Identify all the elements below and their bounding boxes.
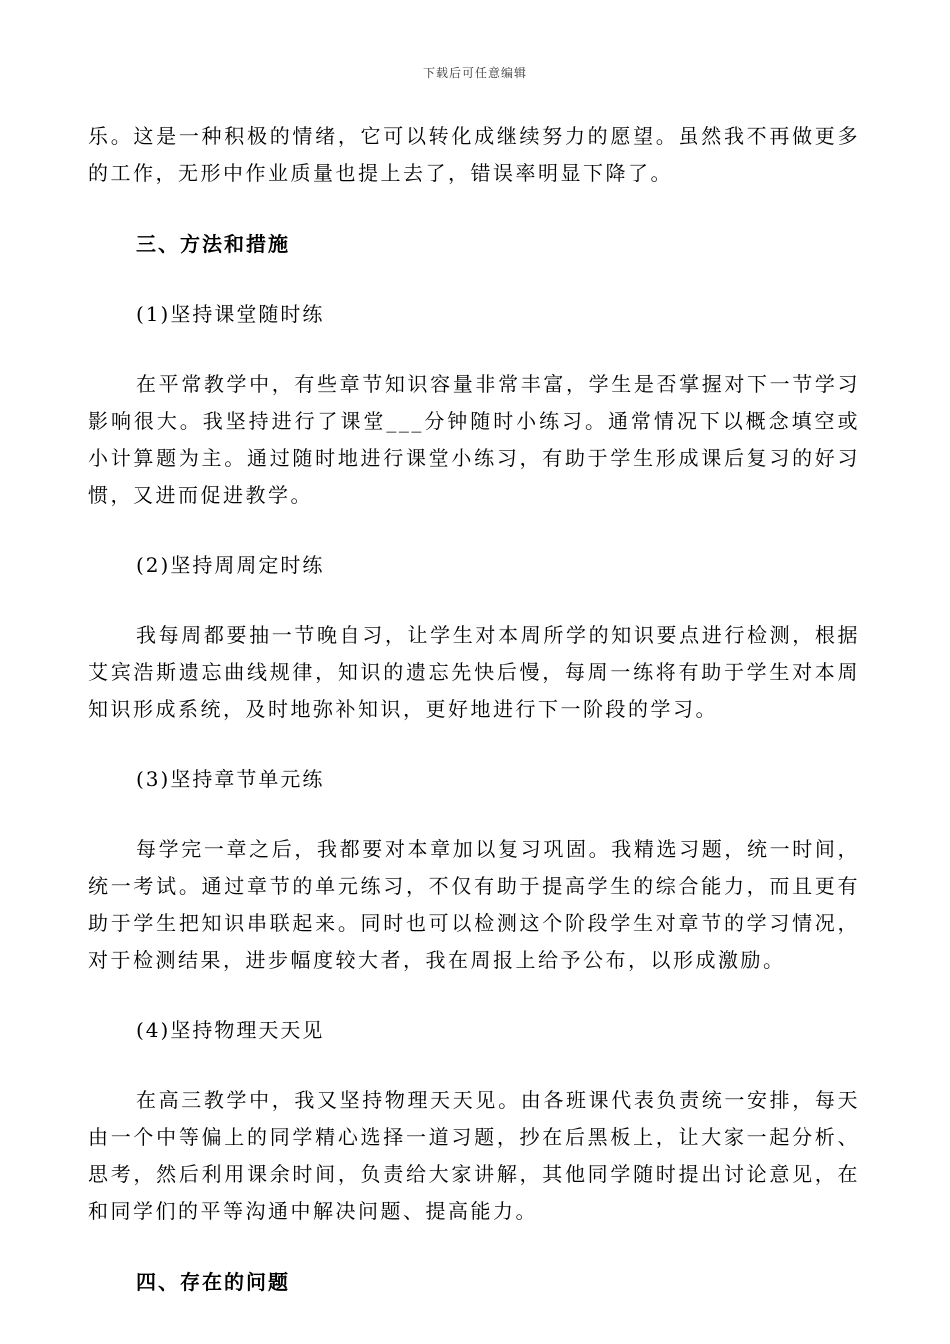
document-body — [88, 118, 860, 1301]
page-header: 下载后可任意编辑 — [422, 66, 527, 80]
section-heading-problems: 四、存在的问题 — [136, 1270, 290, 1294]
paragraph-intro: 乐。这是一种积极的情绪，它可以转化成继续努力的愿望。虽然我不再做更多的工作，无形中作业质量也提上去了，错误率明显下降了。 — [88, 124, 860, 185]
subheading-2: (2)坚持周周定时练 — [136, 553, 325, 577]
section-heading-methods: 三、方法和措施 — [136, 232, 290, 256]
subheading-3: (3)坚持章节单元练 — [136, 767, 325, 791]
subheading-1: (1)坚持课堂随时练 — [136, 302, 325, 326]
paragraph-2: 我每周都要抽一节晚自习，让学生对本周所学的知识要点进行检测，根据艾宾浩斯遗忘曲线规律，知识的遗忘先快后慢，每周一练将有助于学生对本周知识形成系统，及时地弥补知识，更好地进行下一阶段的学习。 — [88, 623, 860, 721]
paragraph-3: 每学完一章之后，我都要对本章加以复习巩固。我精选习题，统一时间，统一考试。通过章节的单元练习，不仅有助于提高学生的综合能力，而且更有助于学生把知识串联起来。同时也可以检测这个阶段学生对章节的学习情况，对于检测结果，进步幅度较大者，我在周报上给予公布，以形成激励。 — [88, 837, 860, 972]
subheading-4: (4)坚持物理天天见 — [136, 1018, 325, 1042]
paragraph-1: 在平常教学中，有些章节知识容量非常丰富，学生是否掌握对下一节学习影响很大。我坚持进行了课堂___分钟随时小练习。通常情况下以概念填空或小计算题为主。通过随时地进行课堂小练习，有助于学生形成课后复习的好习惯，又进而促进教学。 — [88, 372, 860, 507]
paragraph-4: 在高三教学中，我又坚持物理天天见。由各班课代表负责统一安排，每天由一个中等偏上的同学精心选择一道习题，抄在后黑板上，让大家一起分析、思考，然后利用课余时间，负责给大家讲解，其他同学随时提出讨论意见，在和同学们的平等沟通中解决问题、提高能力。 — [88, 1088, 860, 1223]
